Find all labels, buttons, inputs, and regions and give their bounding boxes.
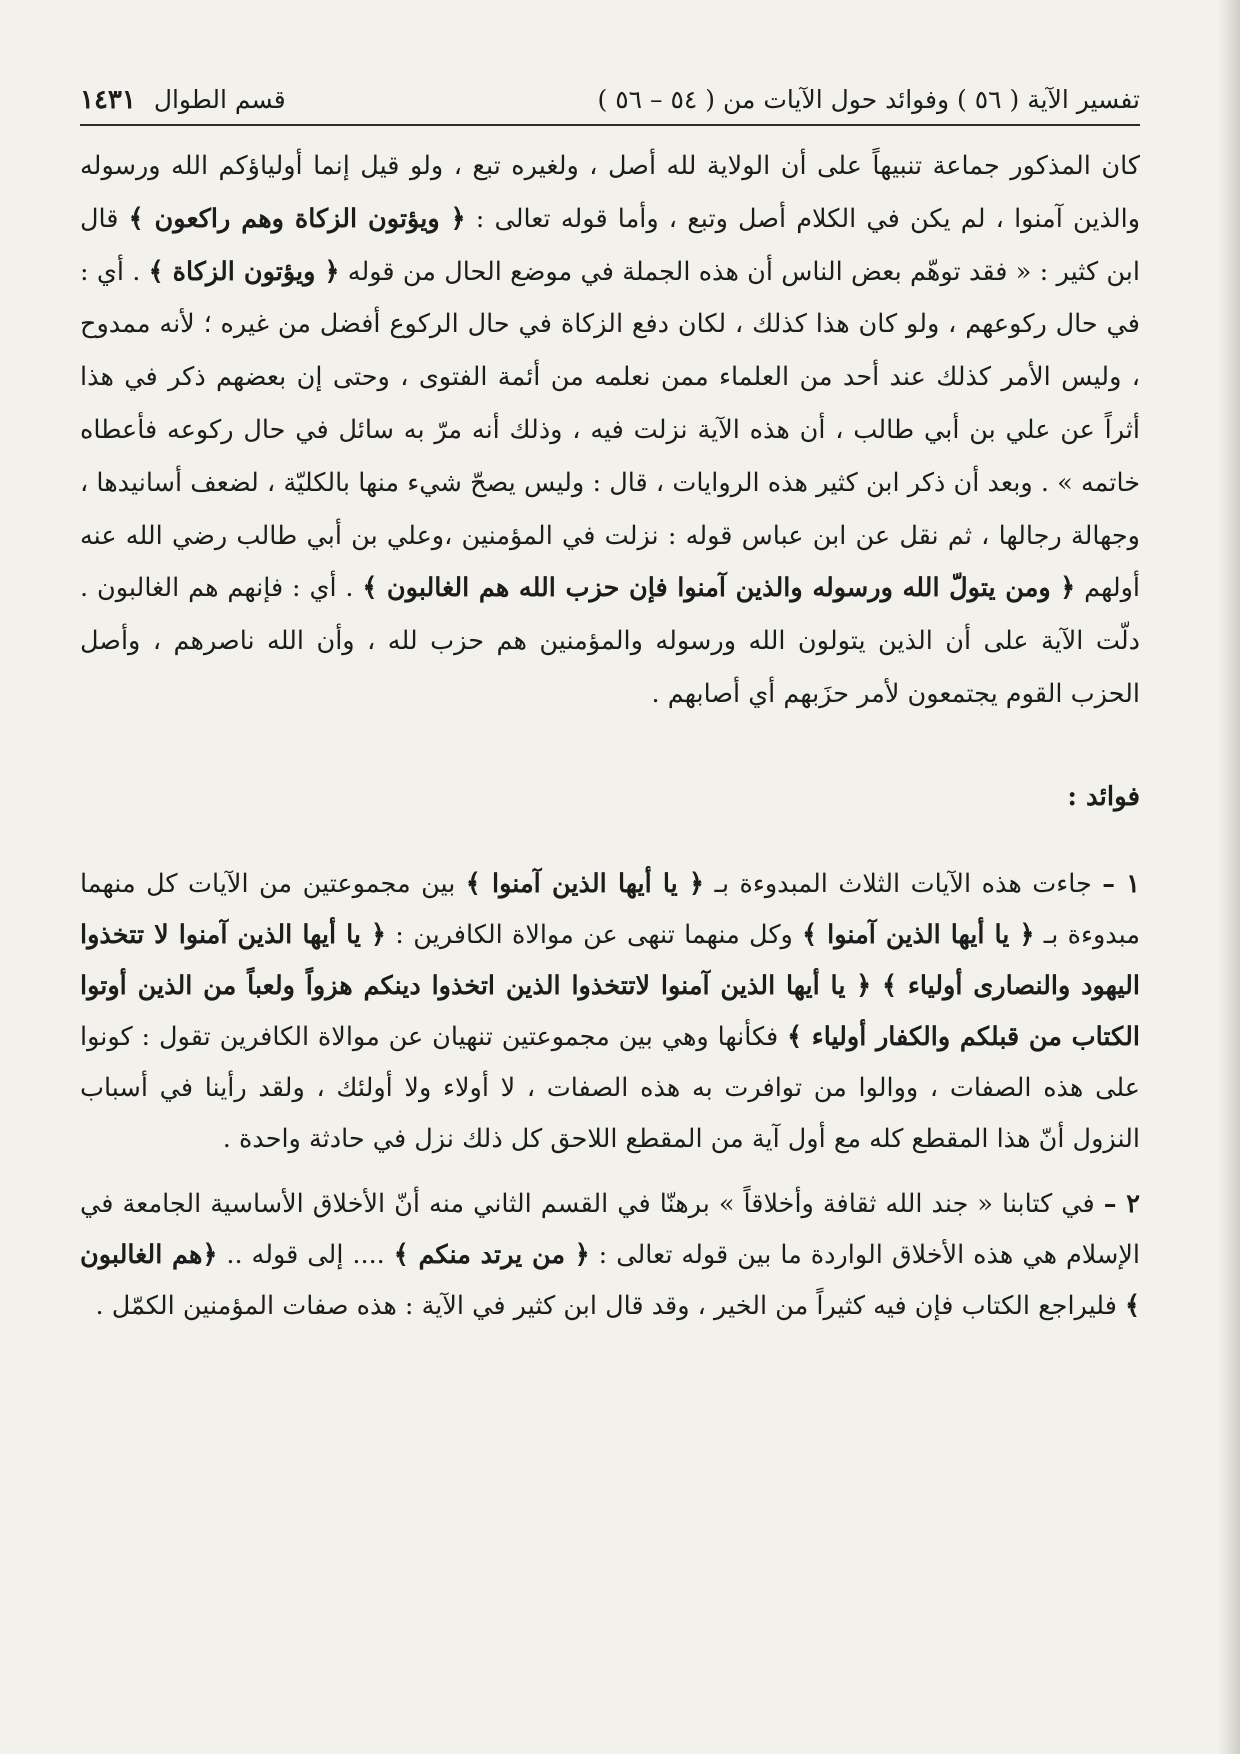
benefit-item-1 [80,859,1140,1165]
main-text [80,140,1140,721]
book-spine-shadow [1218,0,1240,1754]
benefit-item-2 [80,1179,1140,1332]
quran-quote: ﴿ يا أيها الذين آمنوا لاتتخذوا الذين اتخذوا دينكم هزواً ولعباً من الذين أوتوا الكتاب من قبلكم والكفار أولياء ﴾ [80,970,1140,1052]
text-run: كان المذكور جماعة تنبيهاً على أن الولاية لله أصل ، ولغيره تبع ، ولو قيل إنما أولياؤكم الله ورسوله والذين آمنوا ، لم يكن في الكلام أصل وتبع ، وأما قوله تعالى : [80,151,1141,234]
quran-quote: ﴿ ويؤتون الزكاة ﴾ [148,256,340,287]
quran-quote: ﴿ من يرتد منكم ﴾ [393,1239,590,1270]
running-header [80,80,1140,126]
section-name: قسم الطوال [153,85,286,114]
text-run: . أي : فإنهم هم الغالبون . دلّت الآية على أن الذين يتولون الله ورسوله والمؤمنين هم حزب لله ، وأن الله ناصرهم ، وأصل الحزب القوم يجتمعون لأمر حزَبهم أي أصابهم . [80,573,1140,709]
text-run: بين مجموعتين من الآيات كل منهما مبدوءة بـ [80,868,1141,950]
header-section [80,80,286,120]
header-title: تفسير الآية ( ٥٦ ) وفوائد حول الآيات من ( ٥٤ – ٥٦ ) [597,85,1140,114]
paragraph-tafsir [80,140,1140,721]
text-run: فليراجع الكتاب فإن فيه كثيراً من الخير ، وقد قال ابن كثير في الآية : هذه صفات المؤمنين الكمّل . [95,1290,1126,1321]
quran-quote: ﴿ ومن يتولّ الله ورسوله والذين آمنوا فإن حزب الله هم الغالبون ﴾ [362,573,1076,604]
text-run: فكأنها وهي بين مجموعتين تنهيان عن موالاة الكافرين تقول : كونوا على هذه الصفات ، ووالوا من توافرت به هذه الصفات ، لا أولاء ولا أولئك ، ولقد رأينا في أسباب النزول أنّ هذا المقطع كله مع أول آية من المقطع اللاحق كل ذلك نزل في حادثة واحدة . [80,1021,1140,1154]
item-number: ٢ – [1103,1188,1140,1219]
text-run: . أي : في حال ركوعهم ، ولو كان هذا كذلك ، لكان دفع الزكاة في حال الركوع أفضل من غيره ؛ لأنه ممدوح ، وليس الأمر كذلك عند أحد من العلماء ممن نعلمه من أئمة الفتوى ، وحتى إن بعضهم ذكر في هذا أثراً عن علي بن أبي طالب ، أن هذه الآية نزلت فيه ، وذلك أنه مرّ به سائل في حال ركوعه فأعطاه خاتمه » . وبعد أن ذكر ابن كثير هذه الروايات ، قال : وليس يصحّ شيء منها بالكليّة ، لضعف أسانيدها ، وجهالة رجالها ، ثم نقل عن ابن عباس قوله : نزلت في المؤمنين ،وعلي بن أبي طالب رضي الله عنه أولهم [80,256,1141,604]
quran-quote: ﴿هم الغالبون ﴾ [80,1239,1140,1321]
benefits-heading: فوائد : [1067,781,1140,812]
text-run: قال ابن كثير : « فقد توهّم بعض الناس أن هذه الجملة في موضع الحال من قوله [80,203,1140,287]
book-page [80,80,1140,1700]
text-run: في كتابنا « جند الله ثقافة وأخلاقاً » برهنّا في القسم الثاني منه أنّ الأخلاق الأساسية الجامعة في الإسلام هي هذه الأخلاق الواردة ما بين قوله تعالى : [80,1188,1140,1270]
text-run: .... إلى قوله .. [217,1239,394,1270]
quran-quote: ﴿ يا أيها الذين آمنوا لا تتخذوا اليهود والنصارى أولياء ﴾ [80,919,1140,1001]
item-number: ١ – [1102,868,1140,899]
quran-quote: ﴿ ويؤتون الزكاة وهم راكعون ﴾ [128,203,466,234]
quran-quote: ﴿ يا أيها الذين آمنوا ﴾ [802,919,1035,950]
page-number: ١٤٣١ [80,85,136,115]
quran-quote: ﴿ يا أيها الذين آمنوا ﴾ [465,868,704,899]
text-run: وكل منهما تنهى عن موالاة الكافرين : [386,919,803,950]
benefits-list [80,859,1140,1332]
text-run: جاءت هذه الآيات الثلاث المبدوءة بـ [703,868,1103,899]
